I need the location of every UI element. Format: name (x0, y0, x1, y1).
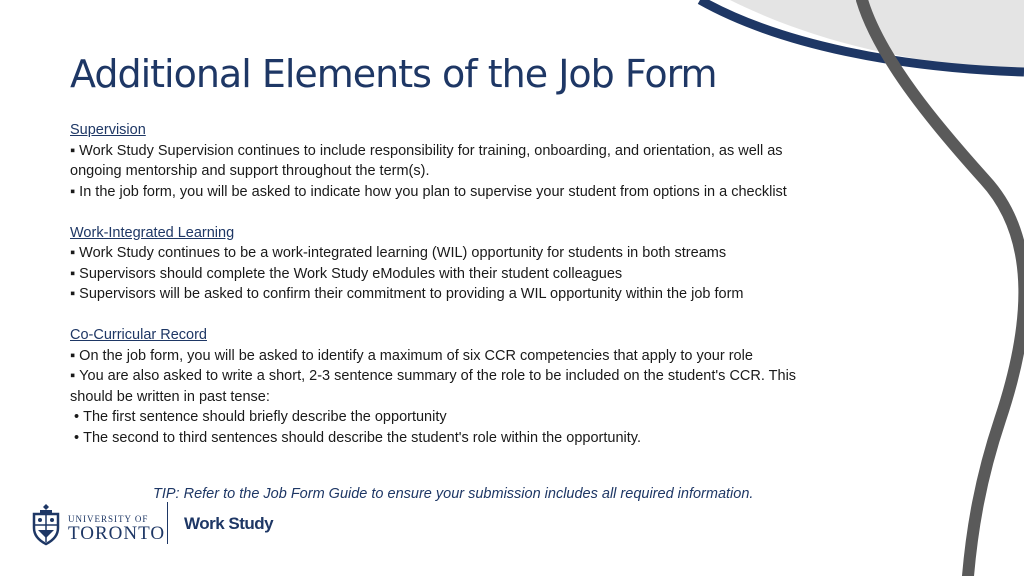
slide-content (70, 120, 890, 469)
sub-bullet-item: • The second to third sentences should describe the student's role within the opportunity. (70, 428, 890, 449)
section-heading: Work-Integrated Learning (70, 224, 235, 241)
university-crest-icon (30, 502, 62, 546)
section-heading: Co-Curricular Record (70, 327, 207, 343)
logo-divider (167, 502, 168, 544)
university-name-small: UNIVERSITY OF (68, 514, 149, 524)
section-work-integrated-learning (70, 223, 890, 305)
bullet-item: ▪ Supervisors should complete the Work Study eModules with their student colleagues (70, 264, 890, 285)
program-name: Work Study (184, 514, 274, 533)
sub-bullet-item: • The first sentence should briefly describe the opportunity (70, 407, 890, 428)
bullet-item: ▪ In the job form, you will be asked to indicate how you plan to supervise your student from options in a checklist (70, 182, 890, 203)
bullet-item: ▪ Work Study Supervision continues to include responsibility for training, onboarding, and orientation, as well as (70, 141, 890, 162)
section-supervision (70, 120, 890, 202)
bullet-item: ▪ Work Study continues to be a work-integrated learning (WIL) opportunity for students in both streams (70, 243, 890, 264)
bullet-continuation: should be written in past tense: (70, 388, 270, 405)
section-co-curricular-record (70, 325, 890, 448)
tip-text: TIP: Refer to the Job Form Guide to ensure your submission includes all required information. (153, 486, 754, 502)
bullet-item: ▪ Supervisors will be asked to confirm their commitment to providing a WIL opportunity within the job form (70, 284, 890, 305)
bullet-continuation: ongoing mentorship and support throughout the term(s). (70, 163, 430, 179)
bullet-item: ▪ On the job form, you will be asked to identify a maximum of six CCR competencies that apply to your role (70, 346, 890, 367)
section-heading: Supervision (70, 122, 146, 138)
bullet-item: ▪ You are also asked to write a short, 2-3 sentence summary of the role to be included on the student's CCR. This (70, 366, 890, 387)
university-name-large: TORONTO (68, 523, 166, 544)
page-title: Additional Elements of the Job Form (70, 52, 717, 96)
